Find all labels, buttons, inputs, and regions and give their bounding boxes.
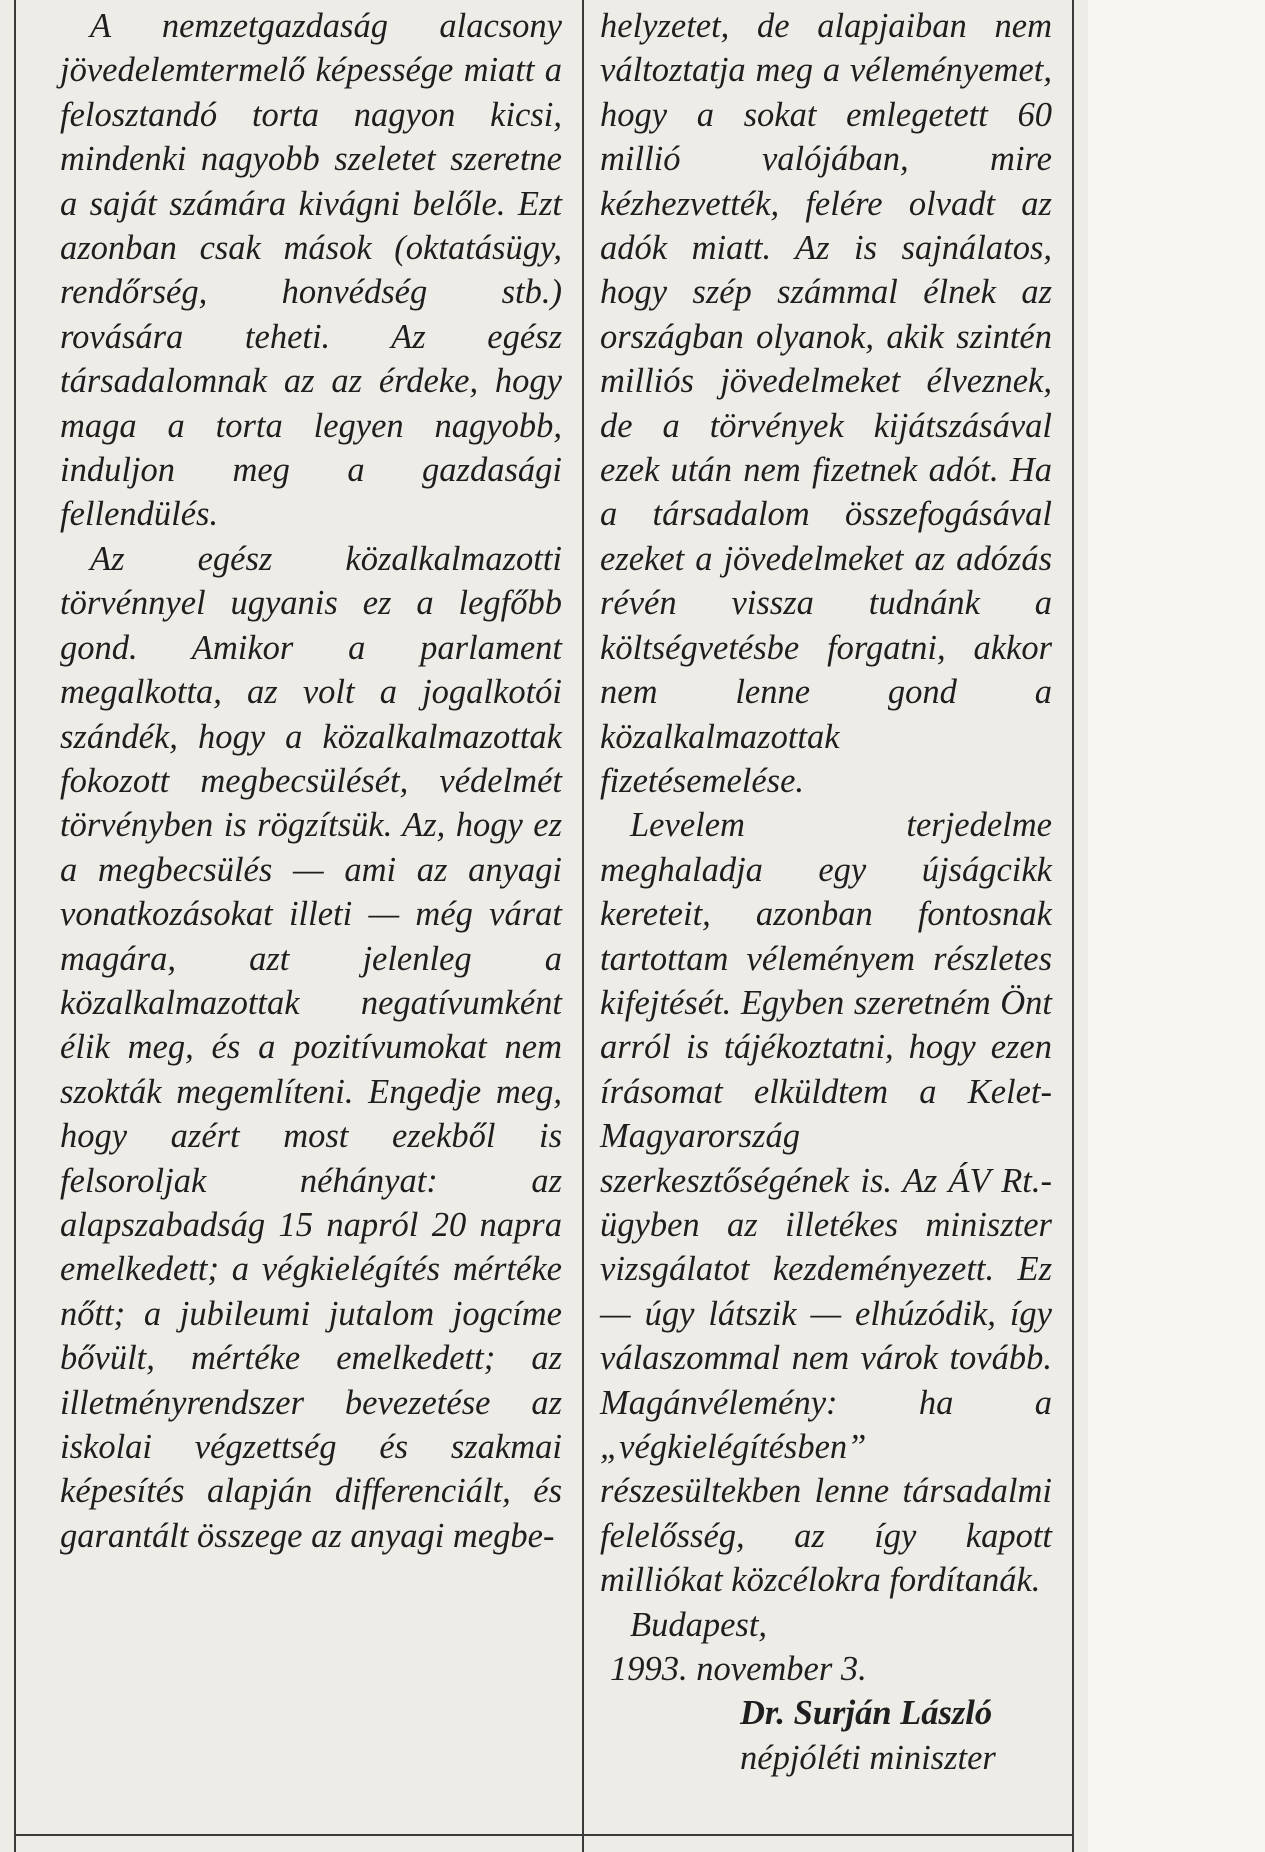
column-rule-left xyxy=(14,0,16,1852)
signature-place: Budapest, xyxy=(630,1605,768,1644)
left-paragraph-2: Az egész közalkalmazotti törvénnyel ugyanis ez a legfőbb gond. Amikor a parlament megalkotta, az volt a jogalkotói szándék, hogy a közalkalmazottak fokozott megbecsülését, védelmét törvényben is rögzítsük. Az, hogy ez a megbecsülés — ami az anyagi vonatkozásokat illeti — még várat magára, azt jelenleg a közalkalmazottak negatívumként élik meg, és a pozitívumokat nem szokták megemlíteni. Engedje meg, hogy azért most ezekből is felsoroljak néhányat: az alapszabadság 15 napról 20 napra emelkedett; a végkielégítés mértéke nőtt; a jubileumi jutalom jogcíme bővült, mértéke emelkedett; az illetményrendszer bevezetése az iskolai végzettség és szakmai képesítés alapján differenciált, és garantált összege az anyagi megbe- xyxy=(60,539,562,1555)
left-paragraph-1: A nemzetgazdaság alacsony jövedelemtermelő képessége miatt a felosztandó torta nagyon kicsi, mindenki nagyobb szeletet szeretne a saját számára kivágni belőle. Ezt azonban csak mások (oktatásügy, rendőrség, honvédség stb.) rovására teheti. Az egész társadalomnak az az érdeke, hogy maga a torta legyen nagyobb, induljon meg a gazdasági fellendülés. xyxy=(60,7,562,534)
left-column xyxy=(60,4,562,1558)
right-paragraph-2: Levelem terjedelme meghaladja egy újságcikk kereteit, azonban fontosnak tartottam véleményem részletes kifejtését. Egyben szeretném Önt arról is tájékoztatni, hogy ezen írásomat elküldtem a Kelet-Magyarország szerkesztőségének is. Az ÁV Rt.-ügyben az illetékes miniszter vizsgálatot kezdeményezett. Ez — úgy látszik — elhúzódik, így válaszommal nem várok tovább. Magánvélemény: ha a „végkielégítésben” részesültekben lenne társadalmi felelősség, az így kapott milliókat közcélokra fordítanák. xyxy=(600,806,1052,1600)
signature-date: 1993. november 3. xyxy=(610,1650,867,1689)
paper-margin xyxy=(1088,0,1265,1852)
signature-title: népjóléti miniszter xyxy=(740,1738,996,1777)
signature-name: Dr. Surján László xyxy=(740,1694,993,1733)
column-rule-right xyxy=(1072,0,1074,1852)
right-paragraph-1: helyzetet, de alapjaiban nem változtatja meg a véleményemet, hogy a sokat emlegetett 60 millió valójában, mire kézhezvették, felére olvadt az adók miatt. Az is sajnálatos, hogy szép számmal élnek az országban olyanok, akik szintén milliós jövedelmeket élveznek, de a törvények kijátszásával ezek után nem fizetnek adót. Ha a társadalom összefogásával ezeket a jövedelmeket az adózás révén vissza tudnánk a költségvetésbe forgatni, akkor nem lenne gond a közalkalmazottak fizetésemelése. xyxy=(600,7,1052,800)
right-column xyxy=(600,4,1052,1780)
column-rule-middle xyxy=(582,0,584,1852)
signature-block xyxy=(600,1603,1052,1781)
bottom-rule xyxy=(14,1834,1074,1836)
